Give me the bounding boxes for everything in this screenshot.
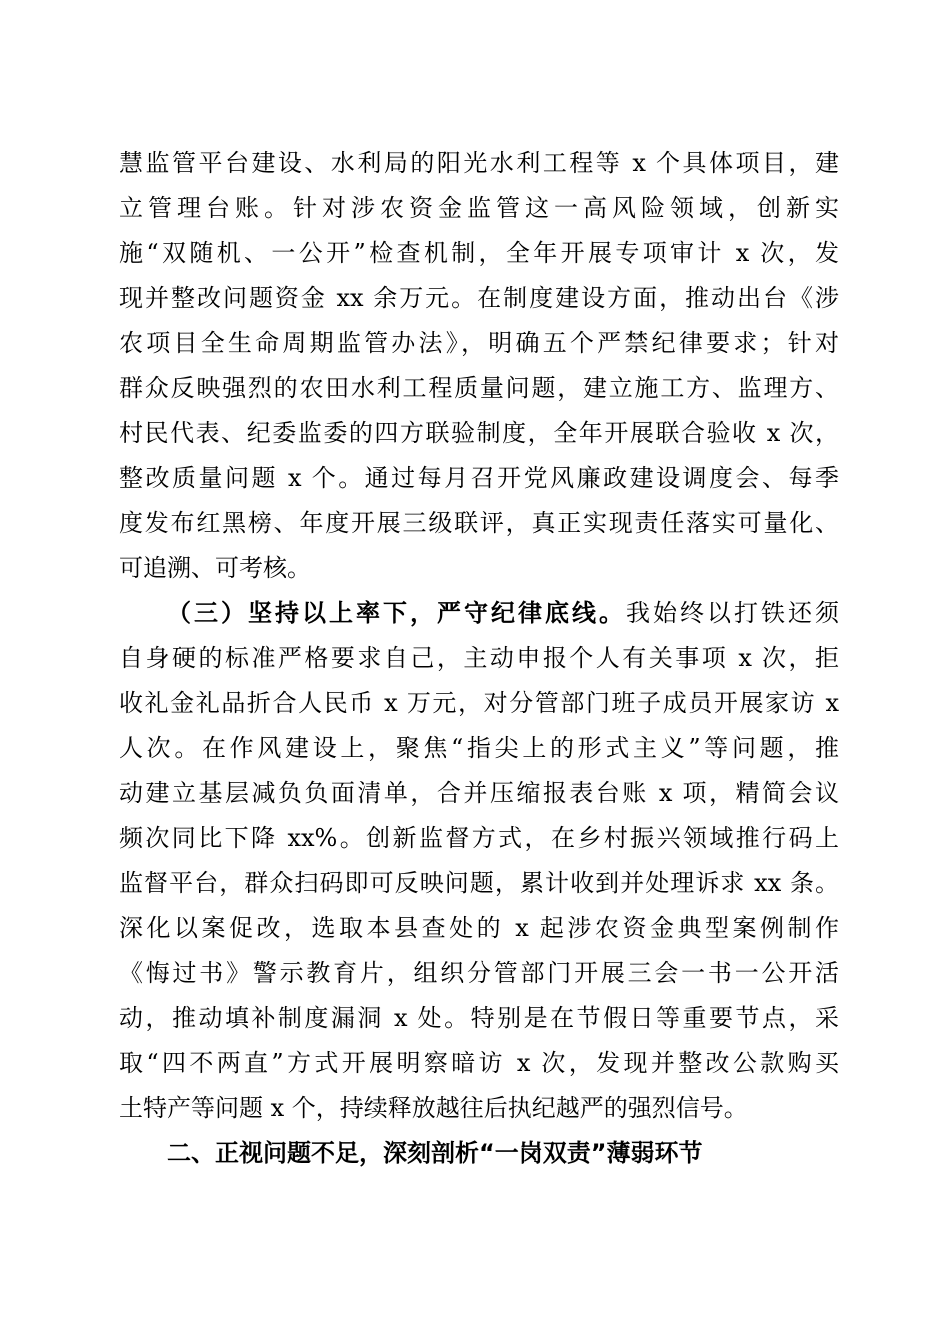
paragraph-line: 土特产等问题 x 个，持续释放越往后执纪越严的强烈信号。 bbox=[119, 1094, 748, 1122]
paragraph-line: 自身硬的标准严格要求自己，主动申报个人有关事项 x 次，拒 bbox=[119, 644, 839, 672]
paragraph-line: 动建立基层减负负面清单，合并压缩报表台账 x 项，精简会议 bbox=[119, 779, 839, 807]
paragraph-line: 《悔过书》警示教育片，组织分管部门开展三会一书一公开活 bbox=[119, 959, 839, 987]
paragraph-line: 立管理台账。针对涉农资金监管这一高风险领域，创新实 bbox=[119, 194, 839, 222]
paragraph-line: 深化以案促改，选取本县查处的 x 起涉农资金典型案例制作 bbox=[119, 914, 839, 942]
paragraph-line: 群众反映强烈的农田水利工程质量问题，建立施工方、监理方、 bbox=[119, 374, 839, 402]
paragraph-line: 农项目全生命周期监管办法》，明确五个严禁纪律要求；针对 bbox=[119, 329, 839, 357]
paragraph-line: 施“双随机、一公开”检查机制，全年开展专项审计 x 次，发 bbox=[119, 239, 839, 267]
paragraph-line: 现并整改问题资金 xx 余万元。在制度建设方面，推动出台《涉 bbox=[119, 284, 839, 312]
section-heading: 二、正视问题不足，深刻剖析“一岗双责”薄弱环节 bbox=[167, 1139, 703, 1167]
paragraph-line: 人次。在作风建设上，聚焦“指尖上的形式主义”等问题，推 bbox=[119, 734, 839, 762]
paragraph-line: 取“四不两直”方式开展明察暗访 x 次，发现并整改公款购买 bbox=[119, 1049, 839, 1077]
paragraph-line: 收礼金礼品折合人民币 x 万元，对分管部门班子成员开展家访 x bbox=[119, 689, 839, 717]
paragraph-line: 可追溯、可考核。 bbox=[119, 554, 311, 582]
paragraph-line: 度发布红黑榜、年度开展三级联评，真正实现责任落实可量化、 bbox=[119, 509, 839, 537]
paragraph-line: 频次同比下降 xx%。创新监督方式，在乡村振兴领域推行码上 bbox=[119, 824, 839, 852]
paragraph-line: 慧监管平台建设、水利局的阳光水利工程等 x 个具体项目，建 bbox=[119, 149, 839, 177]
subsection-title: （三）坚持以上率下，严守纪律底线。 bbox=[167, 598, 626, 627]
paragraph-line: 整改质量问题 x 个。通过每月召开党风廉政建设调度会、每季 bbox=[119, 464, 839, 492]
paragraph-text: 我始终以打铁还须 bbox=[626, 599, 839, 627]
paragraph-line: 村民代表、纪委监委的四方联验制度，全年开展联合验收 x 次， bbox=[119, 419, 839, 447]
paragraph-first-line bbox=[167, 591, 839, 635]
paragraph-line: 动，推动填补制度漏洞 x 处。特别是在节假日等重要节点，采 bbox=[119, 1004, 839, 1032]
paragraph-line: 监督平台，群众扫码即可反映问题，累计收到并处理诉求 xx 条。 bbox=[119, 869, 839, 897]
